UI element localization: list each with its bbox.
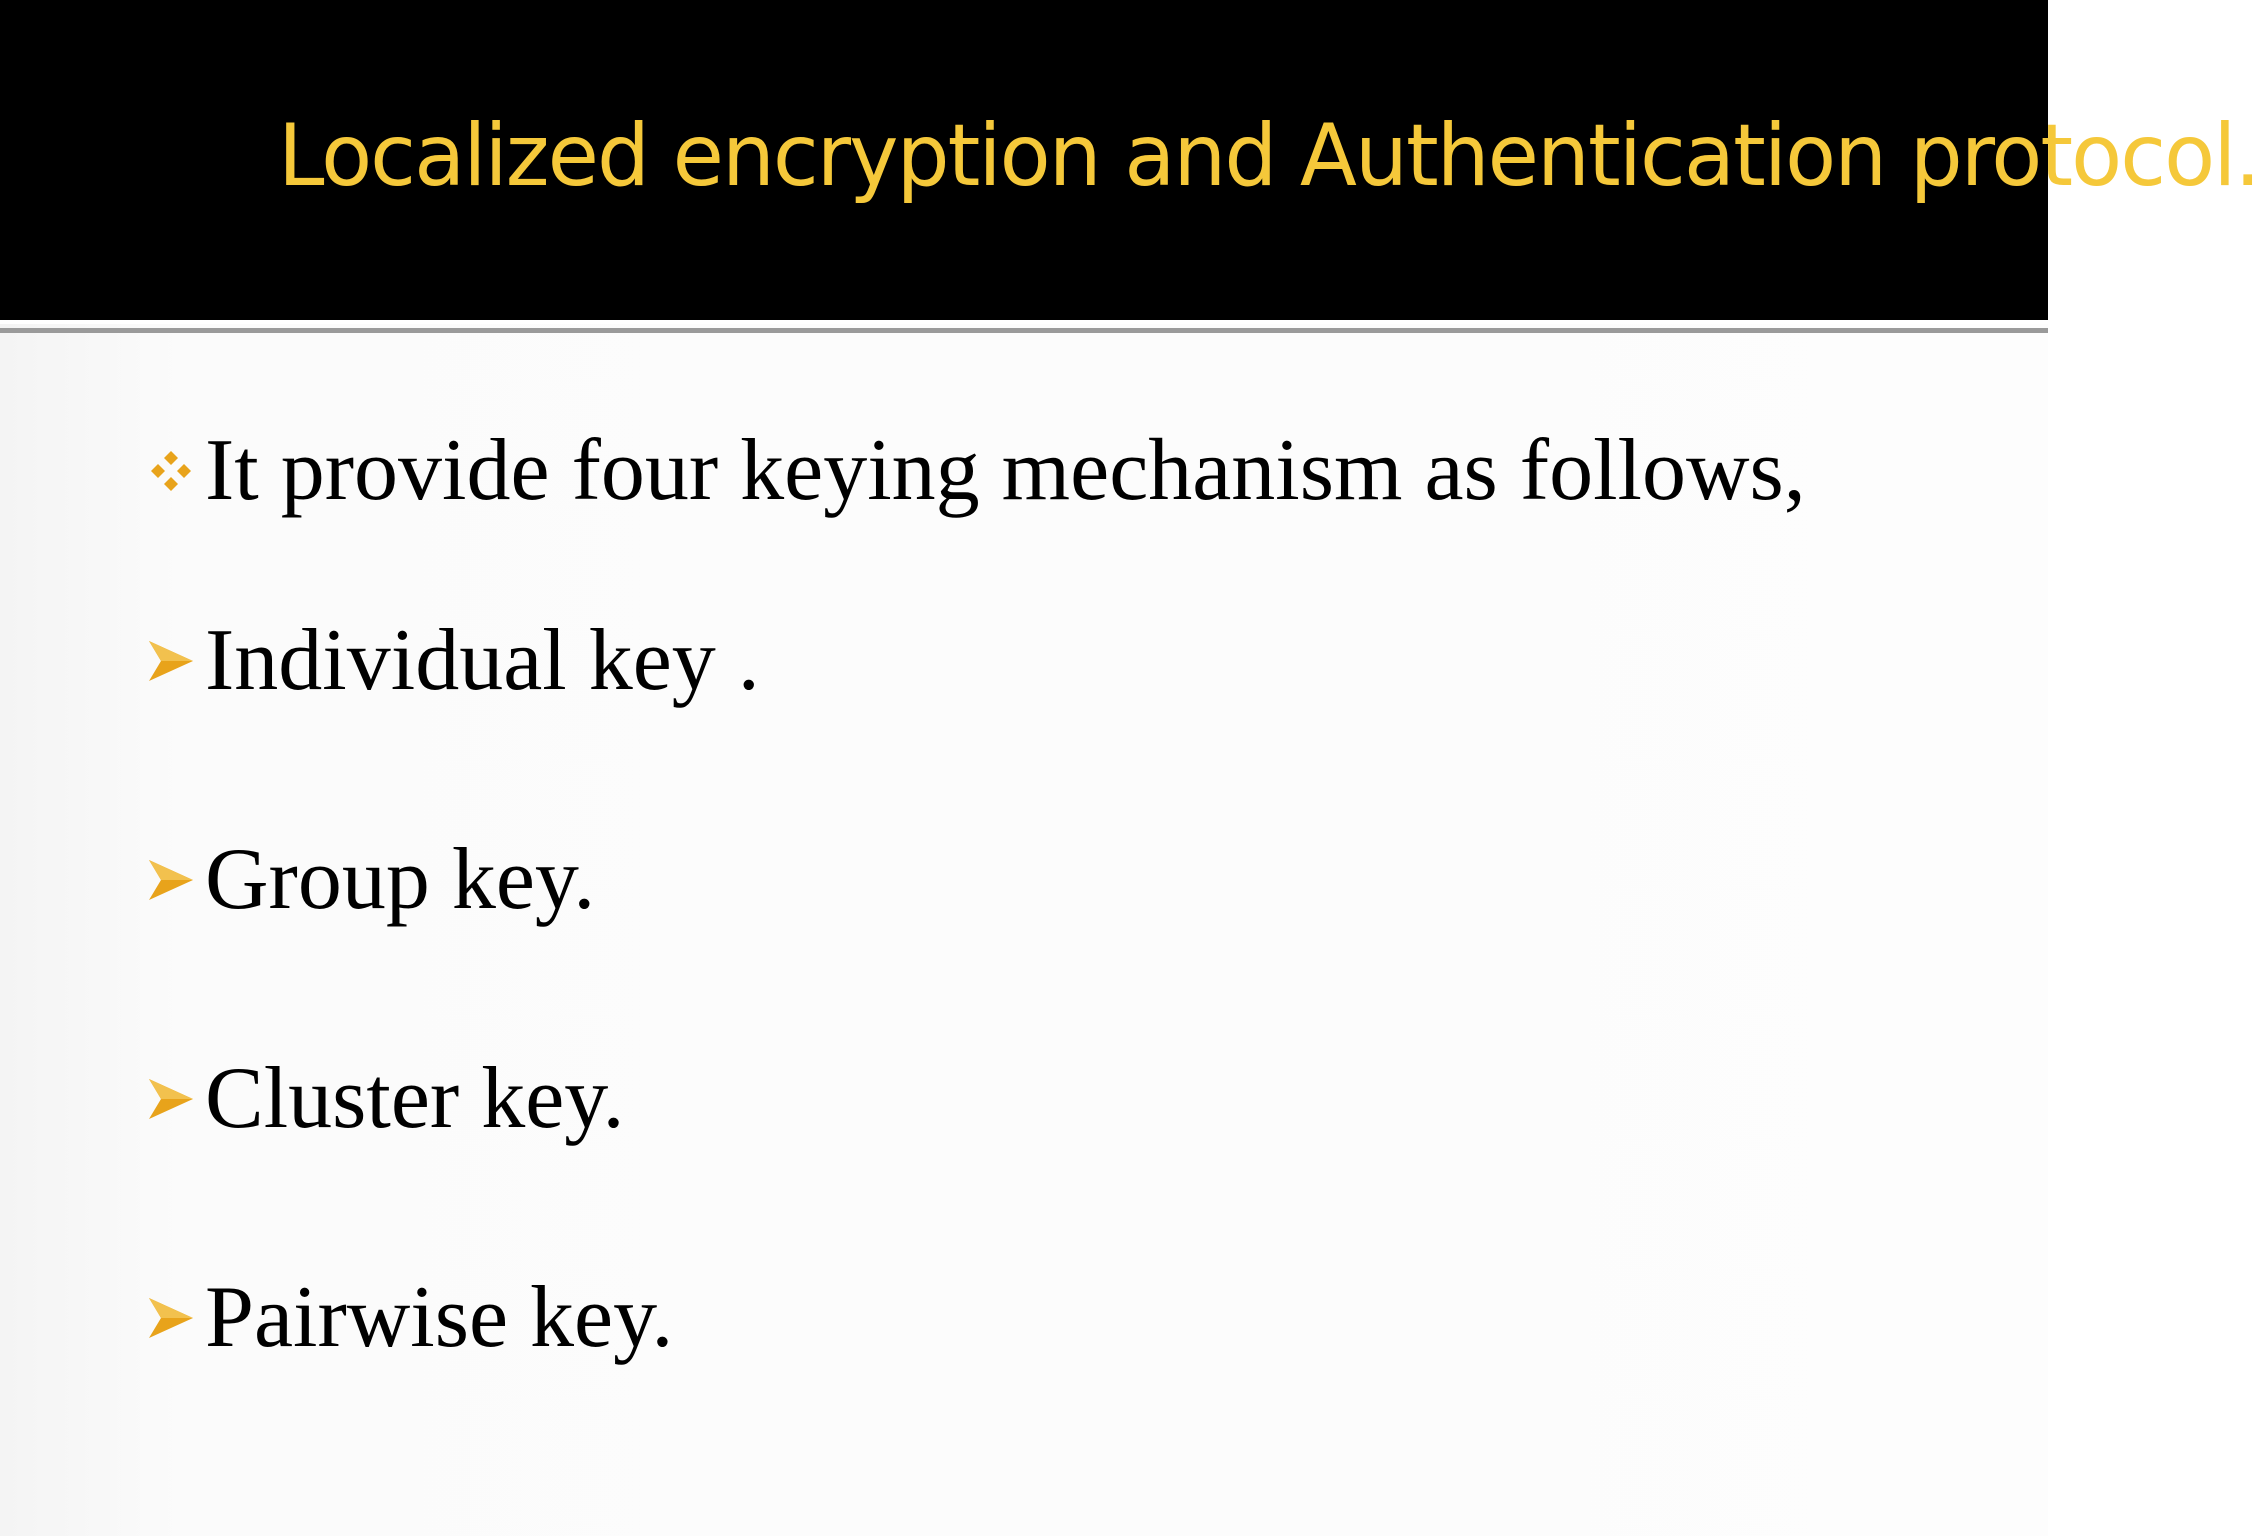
arrowhead-bullet-icon (145, 850, 205, 910)
arrowhead-bullet-icon (145, 1288, 205, 1348)
list-item (145, 606, 760, 716)
intro-list-item (145, 416, 1806, 526)
list-item (145, 1263, 673, 1373)
list-item-text: Cluster key. (205, 1050, 625, 1147)
list-item (145, 1044, 625, 1154)
list-item-text: Pairwise key. (205, 1269, 674, 1366)
slide-title: Localized encryption and Authentication protocol. (278, 106, 2259, 206)
arrowhead-bullet-icon (145, 1069, 205, 1129)
arrowhead-bullet-icon (145, 631, 205, 691)
list-item-text: Individual key . (205, 612, 760, 709)
intro-text: It provide four keying mechanism as follows, (205, 422, 1806, 519)
four-diamond-bullet-icon (145, 441, 205, 501)
list-item (145, 825, 595, 935)
list-item-text: Group key. (205, 831, 596, 928)
